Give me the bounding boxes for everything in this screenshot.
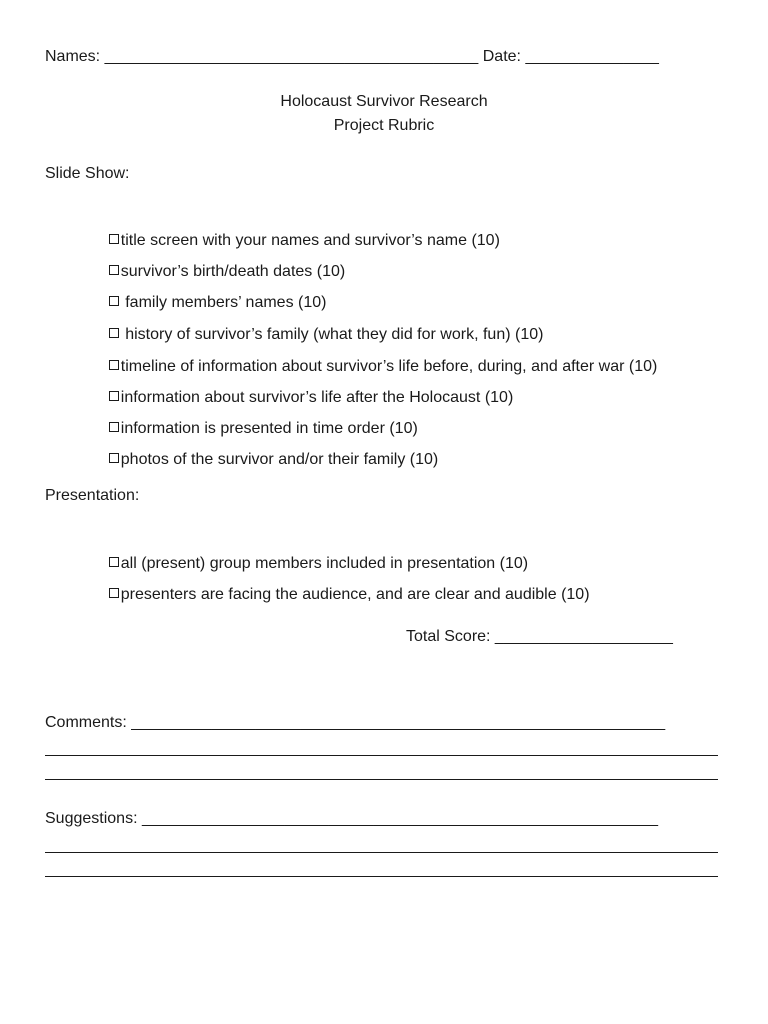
presentation-item-label: presenters are facing the audience, and are clear and audible (10) [120, 586, 590, 603]
slide-show-item-label: information is presented in time order (10) [120, 420, 418, 437]
document-subtitle: Project Rubric [333, 117, 435, 134]
names-date-line: Names: __________________________________________ Date: _______________ [45, 48, 659, 65]
slide-show-heading: Slide Show: [45, 165, 130, 182]
comments-line: Comments: ____________________________________________________________ [45, 714, 666, 731]
presentation-item-label: all (present) group members included in presentation (10) [120, 555, 529, 572]
slide-show-item-label: photos of the survivor and/or their family (10) [120, 451, 439, 468]
slide-show-item-label: timeline of information about survivor’s life before, during, and after war (10) [120, 358, 658, 375]
comments-rule [45, 755, 718, 756]
presentation-item [91, 565, 590, 625]
document-title: Holocaust Survivor Research [280, 93, 488, 110]
checkbox-icon[interactable] [109, 453, 119, 463]
comments-rule [45, 779, 718, 780]
suggestions-rule [45, 852, 718, 853]
slide-show-item [91, 430, 438, 490]
slide-show-item-label: information about survivor’s life after the Holocaust (10) [120, 389, 514, 406]
suggestions-line: Suggestions: __________________________________________________________ [45, 810, 659, 827]
total-score-line: Total Score: ____________________ [406, 628, 673, 645]
slide-show-item-label: title screen with your names and survivor’s name (10) [120, 232, 500, 249]
presentation-heading: Presentation: [45, 487, 140, 504]
slide-show-item-label: family members’ names (10) [120, 294, 327, 311]
suggestions-rule [45, 876, 718, 877]
slide-show-item-label: survivor’s birth/death dates (10) [120, 263, 346, 280]
slide-show-item-label: history of survivor’s family (what they did for work, fun) (10) [120, 326, 544, 343]
checkbox-icon[interactable] [109, 588, 119, 598]
